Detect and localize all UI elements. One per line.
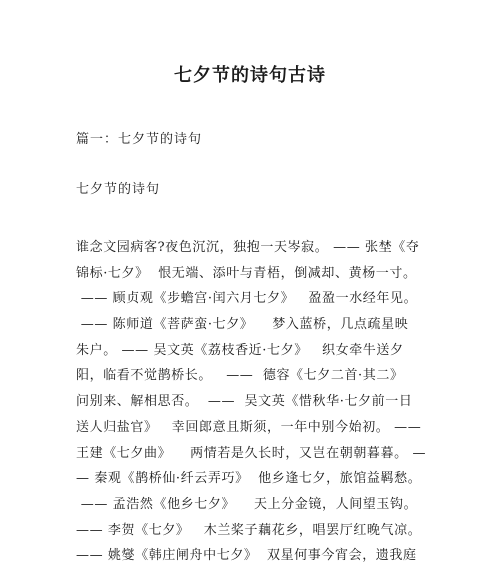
poem-line-12: —— 李贺《七夕》 木兰桨子藕花乡，唱罢厅红晚气凉。 <box>76 522 422 538</box>
poem-line-2: 锦标·七夕》 恨无端、添叶与青梧，倒减却、黄杨一寸。 <box>76 265 417 281</box>
poem-heading: 七夕节的诗句 <box>76 182 161 197</box>
poem-line-13: —— 姚燮《韩庄闸舟中七夕》 双星何事今宵会，遗我庭 <box>76 548 417 564</box>
poem-line-1: 谁念文园病客?夜色沉沉，独抱一天岑寂。 —— 张埜《夺 <box>76 240 420 255</box>
poem-line-8: 送人归盐官》 幸回郎意且斯须，一年中别今始初。 —— <box>76 419 422 435</box>
poem-line-5: 朱户。 —— 吴文英《荔枝香近·七夕》 织女牵牛送夕 <box>76 342 404 358</box>
poem-line-3: —— 顾贞观《步蟾宫·闰六月七夕》 盈盈一水经年见。 <box>76 291 418 307</box>
poem-line-4: —— 陈师道《菩萨蛮·七夕》 梦入蓝桥，几点疏星映 <box>76 317 409 333</box>
poem-line-7: 问别来、解相思否。 —— 吴文英《惜秋华·七夕前一日 <box>76 394 413 410</box>
section-heading: 篇一：七夕节的诗句 <box>76 132 203 147</box>
poem-line-11: —— 孟浩然《他乡七夕》 天上分金镜，人间望玉钩。 <box>76 496 418 512</box>
poem-line-6: 阳，临看不觉鹊桥长。 —— 德容《七夕二首·其二》 <box>76 368 404 384</box>
poem-line-10: — 秦观《鹊桥仙·纤云弄巧》 他乡逢七夕，旅馆益羁愁。 <box>76 471 422 487</box>
poem-line-9: 王建《七夕曲》 两情若是久长时，又岂在朝朝暮暮。 — <box>76 445 427 461</box>
document-title: 七夕节的诗句古诗 <box>174 65 326 86</box>
poem-body <box>76 235 436 566</box>
